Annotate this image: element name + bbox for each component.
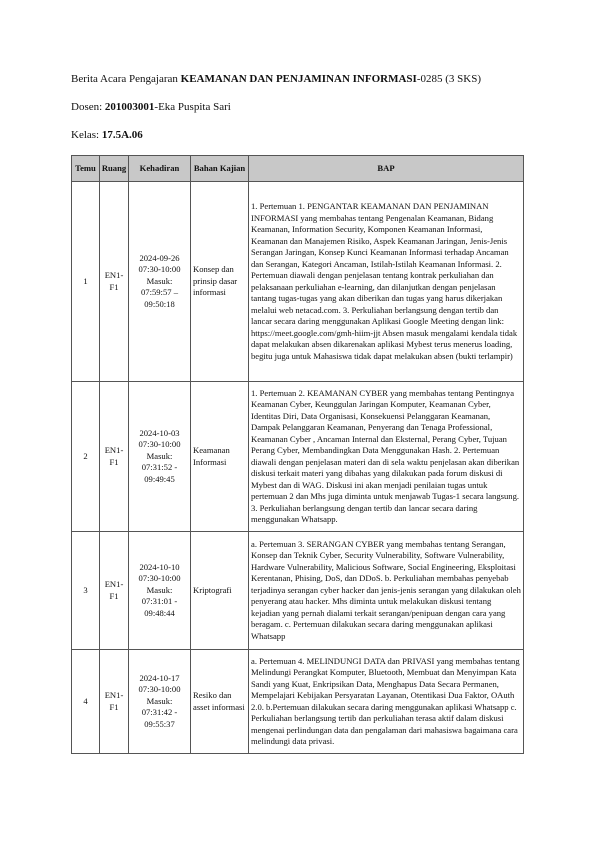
- cell-kehadiran: [129, 650, 191, 754]
- header-temu: Temu: [72, 156, 100, 182]
- table-row: [72, 650, 524, 754]
- check-in-time: 07:59:57 –: [140, 287, 178, 298]
- header-bahan-kajian: Bahan Kajian: [191, 156, 249, 182]
- check-out-time: 09:50:18: [144, 298, 175, 309]
- attendance-time: 07:30-10:00: [138, 264, 181, 275]
- document-header: [71, 62, 523, 142]
- class-label: Kelas:: [71, 129, 102, 141]
- cell-temu: 1: [72, 182, 100, 382]
- cell-bahan-kajian: Konsep dan prinsip dasar informasi: [191, 182, 249, 382]
- cell-bahan-kajian: Kriptografi: [191, 532, 249, 650]
- cell-ruang: EN1-F1: [100, 532, 129, 650]
- cell-temu: 3: [72, 532, 100, 650]
- check-in-time: 07:31:01 -: [141, 596, 178, 607]
- check-in-time: 07:31:42 -: [141, 707, 178, 718]
- attendance-time: 07:30-10:00: [138, 439, 181, 450]
- cell-bahan-kajian: Resiko dan asset informasi: [191, 650, 249, 754]
- header-ruang: Ruang: [100, 156, 129, 182]
- check-out-time: 09:48:44: [144, 607, 175, 618]
- table-row: [72, 382, 524, 532]
- lecturer-label: Dosen:: [71, 101, 105, 113]
- cell-kehadiran: [129, 182, 191, 382]
- cell-kehadiran: [129, 382, 191, 532]
- course-name: KEAMANAN DAN PENJAMINAN INFORMASI: [180, 73, 417, 85]
- check-in-label: Masuk:: [146, 450, 173, 461]
- cell-bahan-kajian: Keamanan Informasi: [191, 382, 249, 532]
- class-line: [71, 128, 143, 142]
- lecturer-id: 201003001: [104, 101, 155, 113]
- attendance-time: 07:30-10:00: [138, 573, 181, 584]
- check-in-label: Masuk:: [146, 584, 173, 595]
- attendance-time: 07:30-10:00: [138, 684, 181, 695]
- table-row: [72, 532, 524, 650]
- cell-kehadiran: [129, 532, 191, 650]
- check-out-time: 09:55:37: [144, 718, 175, 729]
- cell-bap: 1. Pertemuan 1. PENGANTAR KEAMANAN DAN PENJAMINAN INFORMASI yang membahas tentang Pengenalan Keamanan, Bidang Keamanan, Information Security, Komponen Keamanan Informasi, Keamanan dan Manajemen Risiko, Aspek Keamanan Jaringan, Jenis-Jenis Serangan Jaringan, Konsep Kunci Keamanan Informasi terhadap Ancaman dan Serangan, Kategori Ancaman, Istilah-Istilah Keamanan Informasi. 2. Pertemuan diawali dengan penjelasan tentang kontrak perkuliahan dan pelaksanaan perkuliahan e-learning, dan dilanjutkan dengan penjelasan tantang tugas-tugas yang akan diberikan dan tugas yang harus dikerjakan melalui web netacad.com. 3. Perkuliahan berlangsung dengan tertib dan lancar secara daring menggunakan Aplikasi Google Meeting dengan link: https://meet.google.com/gmh-hiim-jjt Absen masuk mengalami kendala tidak dapat melakukan absen dikarenakan aplikasi Mybest terus menerus loading, begitu juga untuk Mahasiswa tidak dapat melakukan absen (bukti terlampir): [249, 182, 524, 382]
- attendance-date: 2024-09-26: [139, 252, 180, 263]
- attendance-date: 2024-10-03: [139, 427, 180, 438]
- title-prefix: Berita Acara Pengajaran: [71, 73, 181, 85]
- table-header-row: [72, 156, 524, 182]
- cell-ruang: EN1-F1: [100, 182, 129, 382]
- attendance-date: 2024-10-17: [139, 672, 180, 683]
- header-bap: BAP: [249, 156, 524, 182]
- check-out-time: 09:49:45: [144, 473, 175, 484]
- cell-temu: 4: [72, 650, 100, 754]
- lecturer-name: -Eka Puspita Sari: [154, 101, 231, 113]
- cell-temu: 2: [72, 382, 100, 532]
- check-in-time: 07:31:52 -: [141, 462, 178, 473]
- table-row: [72, 182, 524, 382]
- header-kehadiran: Kehadiran: [129, 156, 191, 182]
- cell-ruang: EN1-F1: [100, 382, 129, 532]
- check-in-label: Masuk:: [146, 275, 173, 286]
- course-title-line: [71, 72, 481, 86]
- check-in-label: Masuk:: [146, 695, 173, 706]
- cell-bap: a. Pertemuan 3. SERANGAN CYBER yang membahas tentang Serangan, Konsep dan Teknik Cyber, Security Vulnerability, Software Vulnerability, Hardware Vulnerability, Malicious Software, Social Engineering, Eksploitasi Kerentanan, Phising, DoS, dan DDoS. b. Perkuliahan membahas penyebab terjadinya serangan cyber hacker dan jenis-jenis serangan yang dilakukan oleh penyerang atau hacker. Mhs diminta untuk melakukan diskusi tentang kejadian yang pernah dialami terkait serangan/penipuan dengan cara yang beragam. c. Pertemuan dilakukan secara daring menggunakan aplikasi Whatsapp: [249, 532, 524, 650]
- lecturer-line: [71, 100, 231, 114]
- attendance-date: 2024-10-10: [139, 561, 180, 572]
- cell-bap: a. Pertemuan 4. MELINDUNGI DATA dan PRIVASI yang membahas tentang Melindungi Perangkat Komputer, Bluetooth, Membuat dan Menyimpan Kata Sandi yang Kuat, Enkripsikan Data, Menghapus Data Secara Permanen, Mempelajari Kebijakan Persyaratan Layanan, Otentikasi Dua Faktor, OAuth 2.0. b.Pertemuan dilakukan secara daring menggunakan aplikasi Whatsapp c. Perkuliahan berlangsung tertib dan perkuliahan terasa aktif dalam diskusi mengenai perlindungan data dan pengalaman dari mahasiswa bagaimana cara melindungi data privasi.: [249, 650, 524, 754]
- cell-bap: 1. Pertemuan 2. KEAMANAN CYBER yang membahas tentang Pentingnya Keamanan Cyber, Keunggulan Jaringan Komputer, Keamanan Cyber, Identitas Diri, Data Organisasi, Konsekuensi Pelanggaran Keamanan, Dampak Pelanggaran Keamanan, Penyerang dan Tenaga Professional, Keamanan Cyber , Ancaman Internal dan Eksternal, Perang Cyber, Tujuan Perang Cyber, Membandingkan Data Menggunakan Hash. 2. Pertemuan diawali dengan penjelasan materi dan di sela waktu penjelasan akan diberikan diskusi terkait materi yang dibahas yang dilakukan pada forum diskusi di Mybest dan di WAG. Diskusi ini akan menjadi penilaian tugas untuk pertemuan 2 dan Mhs juga diminta untuk menjawab Tugas-1 secara langsung. 3. Perkuliahan berlangsung dengan tertib dan lancar secara daring menggunakan Whatsapp.: [249, 382, 524, 532]
- cell-ruang: EN1-F1: [100, 650, 129, 754]
- class-value: 17.5A.06: [101, 129, 143, 141]
- course-code: -0285 (3 SKS): [416, 73, 481, 85]
- bap-table: [71, 155, 524, 754]
